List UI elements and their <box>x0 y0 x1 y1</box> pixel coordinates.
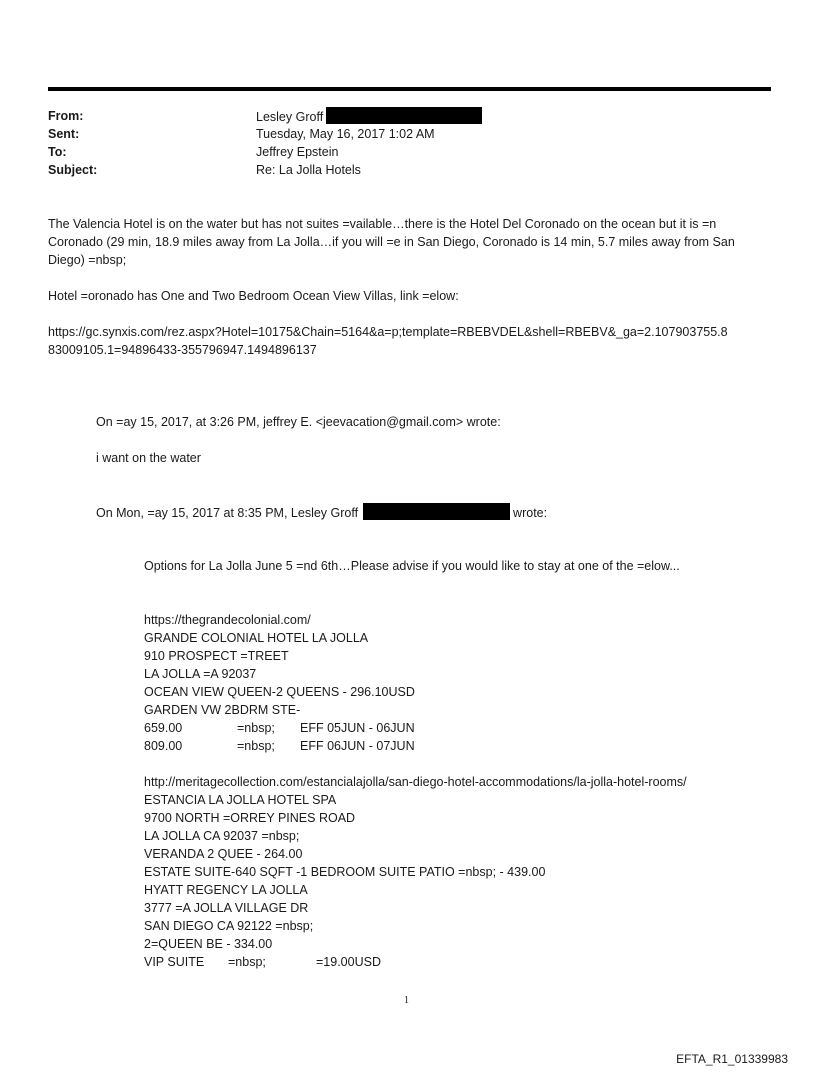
body-paragraph-2: Hotel =oronado has One and Two Bedroom Ocean View Villas, link =elow: <box>48 289 459 303</box>
hotel1-address2: LA JOLLA =A 92037 <box>144 667 257 681</box>
body-link-line-1[interactable]: https://gc.synxis.com/rez.aspx?Hotel=10175&Chain=5164&a=p;template=RBEBVDEL&shell=RBEBV&_ga=2.107903755.8 <box>48 325 728 339</box>
hotel3-name: HYATT REGENCY LA JOLLA <box>144 883 308 897</box>
hotel2-room2: ESTATE SUITE-640 SQFT -1 BEDROOM SUITE PATIO =nbsp; - 439.00 <box>144 865 546 879</box>
hotel1-url[interactable]: https://thegrandecolonial.com/ <box>144 613 311 627</box>
sent-label: Sent: <box>48 127 80 141</box>
hotel3-vip-label: VIP SUITE <box>144 955 205 969</box>
hotel1-name: GRANDE COLONIAL HOTEL LA JOLLA <box>144 631 369 645</box>
hotel2-address2: LA JOLLA CA 92037 =nbsp; <box>144 829 300 843</box>
document-id: EFTA_R1_01339983 <box>676 1052 788 1066</box>
hotel1-rate2 <box>144 737 744 755</box>
hotel2-url[interactable]: http://meritagecollection.com/estancialajolla/san-diego-hotel-accommodations/la-jolla-hotel-rooms/ <box>144 775 687 789</box>
redaction-box <box>363 503 510 520</box>
hotel1-rate2-nbsp: =nbsp; <box>237 739 275 753</box>
quote1-attribution: On =ay 15, 2017, at 3:26 PM, jeffrey E. <jeevacation@gmail.com> wrote: <box>96 415 501 429</box>
quote2-attribution-start: On Mon, =ay 15, 2017 at 8:35 PM, Lesley Groff <box>96 506 359 520</box>
hotel2-room1: VERANDA 2 QUEE - 264.00 <box>144 847 303 861</box>
from-label: From: <box>48 109 84 123</box>
hotel1-rate1-price: 659.00 <box>144 721 183 735</box>
quote2-attribution-end: wrote: <box>513 506 548 520</box>
hotel1-rate1-eff: EFF 05JUN - 06JUN <box>300 721 415 735</box>
body-paragraph-1: The Valencia Hotel is on the water but has not suites =vailable…there is the Hotel Del Coronado on the ocean but it is =n Coronado (29 min, 18.9 miles away from La Jolla…if you will =e in San Diego, Coronado is 14 min, 5.7 miles away from San Diego) =nbsp; <box>48 217 735 267</box>
hotel1-rate1-nbsp: =nbsp; <box>237 721 275 735</box>
sent-value: Tuesday, May 16, 2017 1:02 AM <box>256 127 435 141</box>
hotel1-address1: 910 PROSPECT =TREET <box>144 649 289 663</box>
page-number: 1 <box>404 995 409 1006</box>
hotel1-room2: GARDEN VW 2BDRM STE- <box>144 703 301 717</box>
redaction-box <box>326 107 482 124</box>
hotel3-vip <box>144 953 744 971</box>
to-label: To: <box>48 145 67 159</box>
quote2-attribution <box>96 503 547 522</box>
hotel3-vip-nbsp: =nbsp; <box>228 955 266 969</box>
quote1-text: i want on the water <box>96 451 201 465</box>
subject-label: Subject: <box>48 163 98 177</box>
body-link-line-2[interactable]: 83009105.1=94896433-355796947.1494896137 <box>48 343 317 357</box>
hotel1-room1: OCEAN VIEW QUEEN-2 QUEENS - 296.10USD <box>144 685 415 699</box>
to-value: Jeffrey Epstein <box>256 145 339 159</box>
hotel3-address1: 3777 =A JOLLA VILLAGE DR <box>144 901 309 915</box>
hotel2-name: ESTANCIA LA JOLLA HOTEL SPA <box>144 793 337 807</box>
from-value: Lesley Groff <box>256 110 324 124</box>
hotel3-address2: SAN DIEGO CA 92122 =nbsp; <box>144 919 314 933</box>
hotel1-rate2-price: 809.00 <box>144 739 183 753</box>
hotel1-rate1 <box>144 719 744 737</box>
hotel3-vip-price: =19.00USD <box>316 955 381 969</box>
hotel1-rate2-eff: EFF 06JUN - 07JUN <box>300 739 415 753</box>
quote2-intro: Options for La Jolla June 5 =nd 6th…Please advise if you would like to stay at one of the =elow... <box>144 559 680 573</box>
header-rule <box>48 87 771 91</box>
subject-value: Re: La Jolla Hotels <box>256 163 361 177</box>
hotel2-address1: 9700 NORTH =ORREY PINES ROAD <box>144 811 356 825</box>
hotel3-room1: 2=QUEEN BE - 334.00 <box>144 937 273 951</box>
